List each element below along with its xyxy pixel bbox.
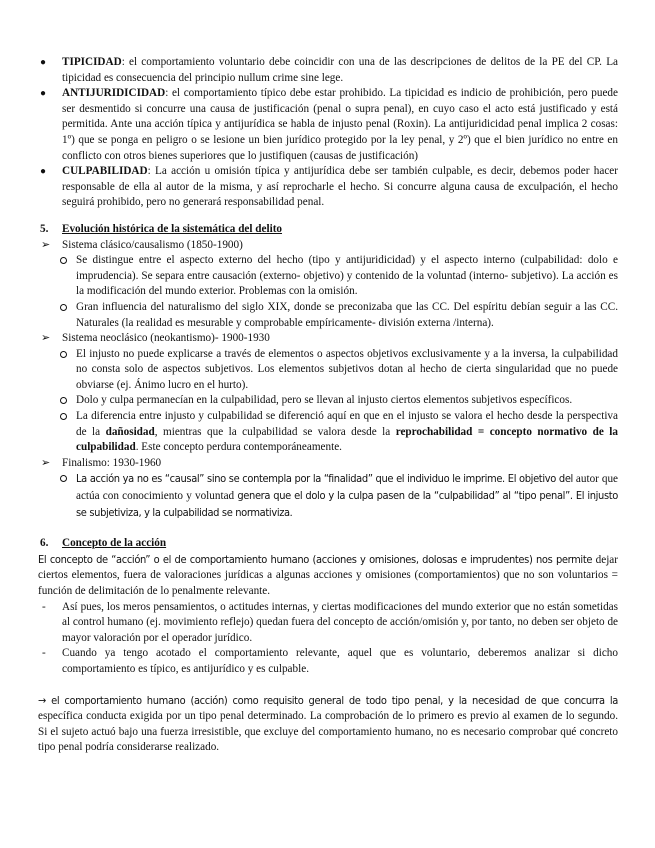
bullet-dot-icon: ●	[40, 88, 47, 100]
dash-bullet: -	[42, 600, 46, 613]
list-item: Gran influencia del naturalismo del siglo XIX, donde se preconizaba que las CC. Del espíritu debían seguir a las CC. Naturales (la realidad es mesurable y comprobable empíricamente- división externa /interna).	[38, 300, 618, 331]
system-finalismo	[38, 456, 618, 472]
section-5-title: Evolución histórica de la sistemática del delito	[62, 222, 283, 235]
term-antijuridicidad-text: : el comportamiento típico debe estar prohibido. La tipicidad es indicio de prohibición, pero puede ser desmentido si concurre una causa de justificación (penal o supra penal), en cuyo caso el acto está justificado y está permitida. Ante una acción típica y antijurídica se habla de injusto penal (Roxin). La antijuridicidad penal implica 2 cosas: 1º) que se ponga en peligro o se lesione un bien jurídico protegido por la ley penal, y 2º) que el bien jurídico no entre en conflicto con otros bienes superiores que lo justifiquen (causas de justificación)	[62, 87, 618, 162]
list-item: El injusto no puede explicarse a través de elementos o aspectos objetivos exclusivamente y a la inversa, la culpabilidad no consta solo de aspectos subjetivos. Los elementos subjetivos dotan al hecho de cierta singularidad que no puede obviarse (ej. Ánimo lucro en el hurto).	[38, 347, 618, 394]
arrow-bullet-icon: ➢	[41, 237, 51, 251]
term-danosidad: dañosidad	[105, 425, 155, 438]
list-item: Se distingue entre el aspecto externo del hecho (tipo y antijuridicidad) y el aspecto interno (culpabilidad: dolo e imprudencia). Se separa entre causación (externo- objetivo) y contenido de la voluntad (interno- subjetivo). La acción es la modificación del mundo exterior. Problemas con la omisión.	[38, 253, 618, 300]
section-6-intro: El concepto de “acción” o el de comportamiento humano (acciones y omisiones, dolosas e imprudentes) nos permite dejar ciertos elementos, fuera de valoraciones jurídicas a algunas acciones y omisiones (comportamientos) que no son voluntarios = función de delimitación de lo penalmente relevante.	[38, 552, 618, 597]
list-item: Dolo y culpa permanecían en la culpabilidad, pero se llevan al injusto ciertos elementos subjetivos específicos.	[38, 393, 618, 409]
section-5-heading	[38, 222, 618, 238]
list-item: La acción ya no es “causal” sino se contempla por la “finalidad” que el individuo le imprime. El objetivo del autor que actúa con conocimiento y voluntad genera que el dolo y la culpa pasen de la “culpabilidad” al “tipo penal”. El injusto se subjetiviza, y la culpabilidad se normativiza.	[38, 471, 618, 521]
circle-bullet-icon	[60, 413, 67, 420]
section-6-number: 6.	[40, 537, 49, 550]
bullet-dot-icon: ●	[40, 57, 47, 68]
section-5-number: 5.	[40, 222, 49, 235]
circle-bullet-icon	[60, 304, 67, 311]
circle-bullet-icon	[60, 397, 67, 404]
bullet-antijuridicidad	[38, 86, 618, 164]
list-item: La diferencia entre injusto y culpabilidad se diferenció aquí en que en el injusto se valora el hecho desde la perspectiva de la dañosidad, mientras que la culpabilidad se valora desde la reprochabilidad = concepto normativo de la culpabilidad. Este concepto perdura contemporáneamente.	[38, 409, 618, 456]
section-6-heading	[38, 536, 618, 552]
system-clasico-label: Sistema clásico/causalismo (1850-1900)	[62, 238, 243, 251]
system-neoclasico-label: Sistema neoclásico (neokantismo)- 1900-1930	[62, 332, 270, 345]
dash-bullet: -	[42, 647, 46, 660]
section-6-conclusion: → el comportamiento humano (acción) como requisito general de todo tipo penal, y la necesidad de que concurra la específica conducta exigida por un tipo penal determinado. La comprobación de lo primero es previo al examen de lo segundo. Si el sujeto actuó bajo una fuerza irresistible, que excluye del comportamiento humano, no es necesario comprobar qué concreto tipo penal podría considerarse realizado.	[38, 693, 618, 754]
arrow-bullet-icon: ➢	[41, 331, 51, 345]
document-content	[38, 55, 618, 756]
circle-bullet-icon	[60, 475, 67, 482]
term-reprochabilidad: reprochabilidad = concepto normativo de la culpabilidad	[76, 425, 618, 454]
list-item: - Cuando ya tengo acotado el comportamiento relevante, aquel que es voluntario, deberemos analizar si dicho comportamiento es típico, es antijurídico y es culpable.	[42, 647, 618, 675]
term-tipicidad-text: : el comportamiento voluntario debe coincidir con una de las descripciones de delitos de la PE del CP. La tipicidad es consecuencia del principio nullum crime sine lege.	[62, 56, 618, 84]
system-clasico	[38, 238, 618, 254]
system-neoclasico	[38, 331, 618, 347]
term-culpabilidad: CULPABILIDAD	[62, 165, 148, 178]
term-antijuridicidad: ANTIJURIDICIDAD	[62, 87, 166, 100]
arrow-bullet-icon: ➢	[41, 455, 51, 469]
term-tipicidad: TIPICIDAD	[62, 56, 122, 68]
circle-bullet-icon	[60, 257, 67, 264]
bullet-culpabilidad	[38, 164, 618, 211]
bullet-tipicidad	[38, 55, 618, 86]
list-item: - Así pues, los meros pensamientos, o actitudes internas, y ciertas modificaciones del mundo exterior que no están sometidas al control humano (ej. movimiento reflejo) quedan fuera del concepto de acción/omisión y, por tanto, no deben ser objeto de mayor valoración por el operador jurídico.	[42, 600, 618, 644]
section-6-title: Concepto de la acción	[62, 537, 167, 550]
bullet-dot-icon: ●	[40, 166, 47, 178]
system-finalismo-label: Finalismo: 1930-1960	[62, 456, 162, 469]
circle-bullet-icon	[60, 351, 67, 358]
term-culpabilidad-text: : La acción u omisión típica y antijurídica debe ser también culpable, es decir, debemos poder hacer responsable de ella al autor de la misma, y así reprocharle el hecho. Si concurre alguna causa de exculpación, el hecho seguirá prohibido, pero no generará responsabilidad penal.	[62, 165, 618, 209]
